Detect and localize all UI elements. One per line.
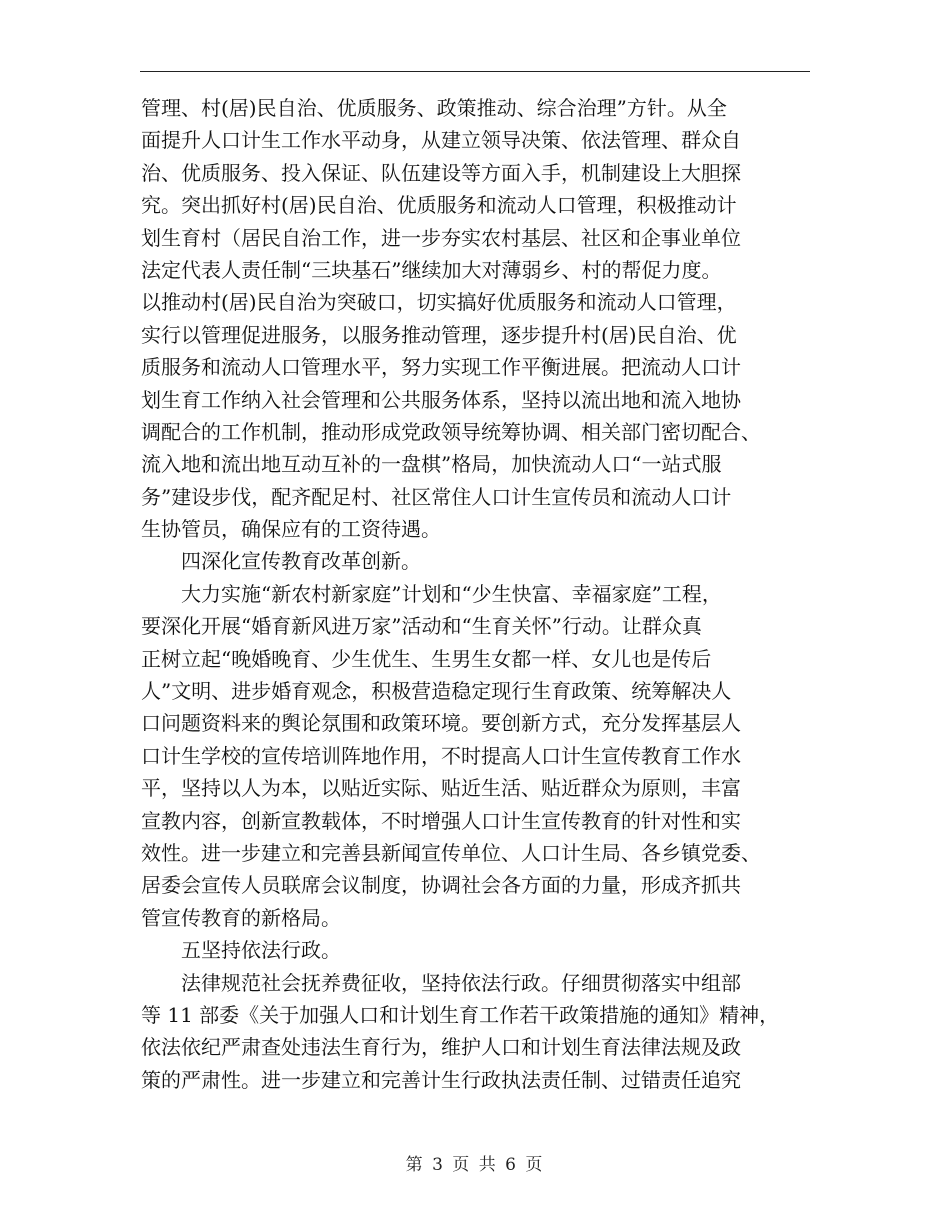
text-line: 法律规范社会抚养费征收，坚持依法行政。仔细贯彻落实中组部 — [181, 970, 741, 995]
text-line: 要深化开展“婚育新风进万家”活动和“生育关怀”行动。让群众真 — [141, 614, 702, 639]
text-line: 划生育村（居民自治工作，进一步夯实农村基层、社区和企事业单位 — [141, 225, 741, 250]
body-text — [141, 92, 813, 1096]
text-line: 平，坚持以人为本，以贴近实际、贴近生活、贴近群众为原则，丰富 — [141, 776, 741, 801]
text-line: 居委会宣传人员联席会议制度，协调社会各方面的力量，形成齐抓共 — [141, 873, 741, 898]
text-line: 口问题资料来的舆论氛围和政策环境。要创新方式，充分发挥基层人 — [141, 711, 741, 736]
text-line: 生协管员，确保应有的工资待遇。 — [141, 517, 441, 542]
header-rule — [140, 71, 810, 72]
text-line: 大力实施“新农村新家庭”计划和“少生快富、幸福家庭”工程， — [181, 581, 722, 606]
text-line: 务”建设步伐，配齐配足村、社区常住人口计生宣传员和流动人口计 — [141, 484, 732, 509]
text-line: 效性。进一步建立和完善县新闻宣传单位、人口计生局、各乡镇党委、 — [141, 840, 761, 865]
text-line: 正树立起“晚婚晚育、少生优生、生男生女都一样、女儿也是传后 — [141, 646, 712, 671]
text-line: 口计生学校的宣传培训阵地作用，不时提高人口计生宣传教育工作水 — [141, 743, 741, 768]
text-line: 管理、村(居)民自治、优质服务、政策推动、综合治理”方针。从全 — [141, 96, 727, 120]
text-line: 调配合的工作机制，推动形成党政领导统筹协调、相关部门密切配合、 — [141, 419, 761, 444]
text-line: 以推动村(居)民自治为突破口，切实搞好优质服务和流动人口管理， — [141, 290, 737, 315]
text-line: 五坚持依法行政。 — [181, 938, 341, 963]
text-line: 人”文明、进步婚育观念，积极营造稳定现行生育政策、统筹解决人 — [141, 679, 732, 704]
text-line: 究。突出抓好村(居)民自治、优质服务和流动人口管理，积极推动计 — [141, 193, 737, 218]
text-line: 流入地和流出地互动互补的一盘棋”格局，加快流动人口“一站式服 — [141, 452, 722, 477]
text-line: 依法依纪严肃查处违法生育行为，维护人口和计划生育法律法规及政 — [141, 1035, 741, 1060]
text-line: 面提升人口计生工作水平动身，从建立领导决策、依法管理、群众自 — [141, 128, 741, 153]
text-line: 法定代表人责任制“三块基石”继续加大对薄弱乡、村的帮促力度。 — [141, 257, 722, 282]
text-line: 策的严肃性。进一步建立和完善计生行政执法责任制、过错责任追究 — [141, 1067, 741, 1092]
page-number-footer: 第 3 页 共 6 页 — [405, 1155, 545, 1175]
text-line: 质服务和流动人口管理水平，努力实现工作平衡进展。把流动人口计 — [141, 355, 741, 380]
text-line: 划生育工作纳入社会管理和公共服务体系，坚持以流出地和流入地协 — [141, 387, 741, 412]
text-line: 四深化宣传教育改革创新。 — [181, 549, 421, 574]
text-line: 实行以管理促进服务，以服务推动管理，逐步提升村(居)民自治、优 — [141, 322, 737, 347]
text-line: 管宣传教育的新格局。 — [141, 905, 341, 930]
text-line: 宣教内容，创新宣教载体，不时增强人口计生宣传教育的针对性和实 — [141, 808, 741, 833]
text-line: 治、优质服务、投入保证、队伍建设等方面入手，机制建设上大胆探 — [141, 160, 741, 185]
text-line: 等 11 部委《关于加强人口和计划生育工作若干政策措施的通知》精神， — [141, 1002, 780, 1027]
